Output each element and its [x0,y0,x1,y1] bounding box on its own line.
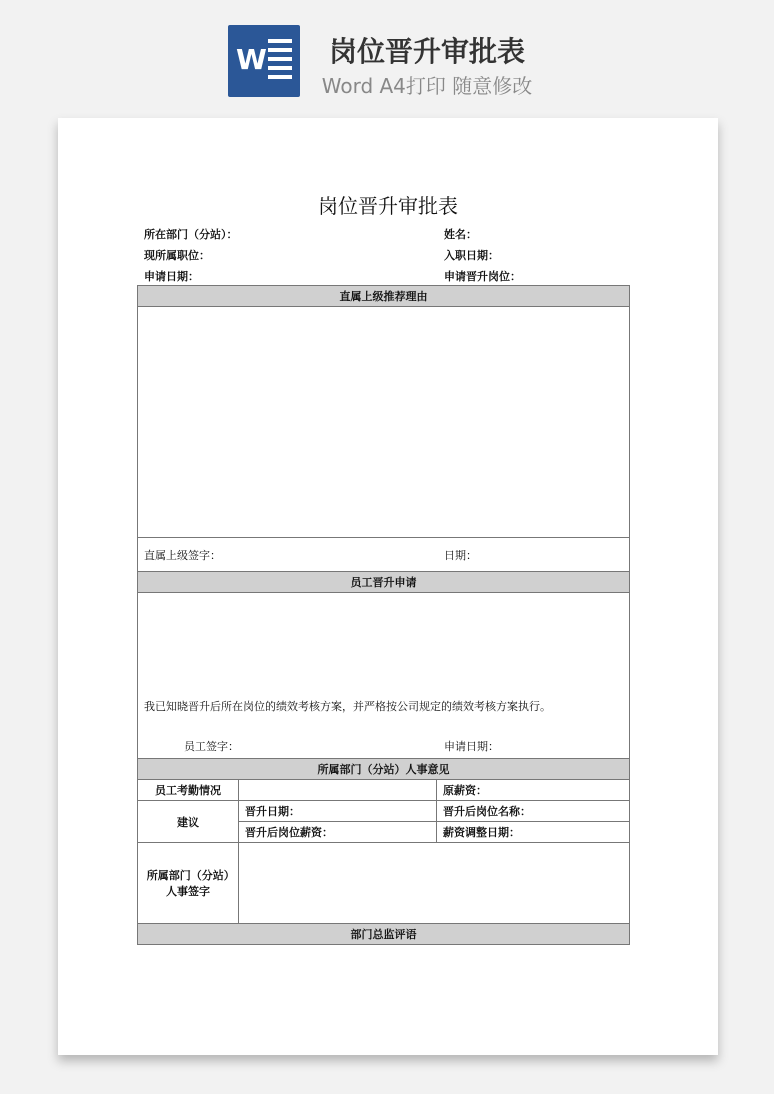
employee-apply-area[interactable] [138,593,630,759]
department-field: 所在部门（分站）： [144,228,238,241]
employee-date-label: 申请日期： [444,740,499,753]
supervisor-date-label: 日期： [444,548,477,562]
document-title: 岗位晋升审批表 [318,194,458,218]
name-field: 姓名： [444,228,477,241]
orig-salary-label: 原薪资： [437,780,630,801]
page-header [0,0,774,110]
hr-sign-label: 所属部门（分站）人事签字 [138,843,239,924]
recommend-section-title: 直属上级推荐理由 [138,286,630,307]
target-position-field: 申请晋升岗位： [444,270,521,283]
suggest-label: 建议 [138,801,239,843]
hr-sign-area[interactable] [239,843,630,924]
apply-section-title: 员工晋升申请 [138,572,630,593]
header-title: 岗位晋升审批表 [328,35,525,68]
director-section-title: 部门总监评语 [138,924,630,945]
recommend-reason-area[interactable] [138,307,630,538]
section-header [138,286,630,307]
employee-sign-label: 员工签字： [184,740,239,753]
approval-table [137,285,630,945]
join-date-field: 入职日期： [444,249,499,262]
attendance-value[interactable] [239,780,437,801]
document-page [58,118,718,1055]
apply-statement: 我已知晓晋升后所在岗位的绩效考核方案，并严格按公司规定的绩效考核方案执行。 [144,700,551,713]
section-header [138,572,630,593]
apply-date-field: 申请日期： [144,270,199,283]
supervisor-sign-label: 直属上级签字： [144,548,221,562]
promo-salary-label: 晋升后岗位薪资： [239,822,437,843]
promo-title-label: 晋升后岗位名称： [437,801,630,822]
attendance-label: 员工考勤情况 [138,780,239,801]
header-subtitle: Word A4打印 随意修改 [321,74,533,98]
promo-date-label: 晋升日期： [239,801,437,822]
adjust-date-label: 薪资调整日期： [437,822,630,843]
hr-section-title: 所属部门（分站）人事意见 [138,759,630,780]
word-logo-letter: W [236,43,267,76]
current-position-field: 现所属职位： [144,249,210,262]
section-header [138,924,630,945]
section-header [138,759,630,780]
